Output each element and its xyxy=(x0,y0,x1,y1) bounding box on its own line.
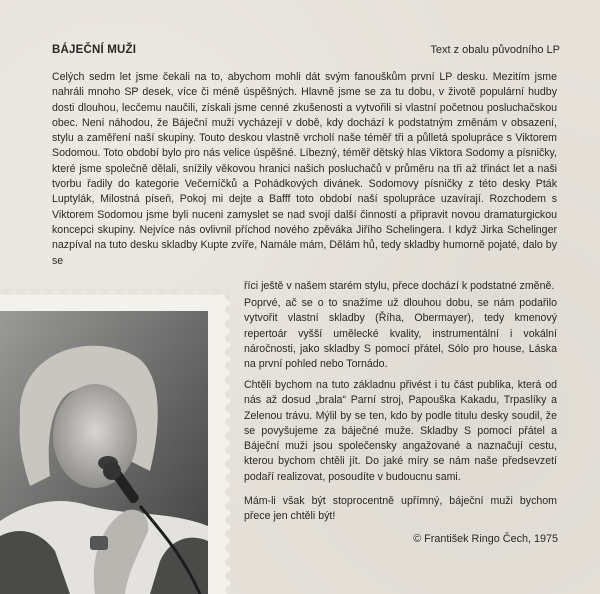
paragraph-2-block xyxy=(244,296,557,372)
paragraph-main-tail: říci ještě v našem starém stylu, přece dochází k podstatné změně. xyxy=(244,280,555,292)
paragraph-4-block xyxy=(244,494,557,525)
paragraph-2: Poprvé, ač se o to snažíme už dlouhou dobu, se nám podařilo vytvořit vlastní skladby (Říha, Obermayer), tedy kmenový repertoár vyšší umělecké kvality, instrumentální i vokální náročnosti, jako skladby S pomocí přátel, Sólo pro house, Láska na první pohled nebo Tornádo. xyxy=(244,297,557,371)
paragraph-4: Mám-li však být stoprocentně upřímný, báječní muži bychom přece jen chtěli být! xyxy=(244,495,557,523)
singer-photo xyxy=(0,311,208,594)
stamp-perforation-top xyxy=(0,289,230,301)
singer-photo-illustration xyxy=(0,311,208,594)
paragraph-main-tail-block xyxy=(244,279,557,294)
postage-stamp-frame xyxy=(0,289,230,594)
paragraph-main-text: Celých sedm let jsme čekali na to, abychom mohli dát svým fanouškům první LP desku. Mezitím jsme nahráli mnoho SP desek, více či méně úspěšných. Hlavně jsme se za tu dobu, v životě populární hudby dosti dlouhou, lecčemu naučili, získali jsme cenné zkušenosti a vytvořili si vlastní početnou posluchačskou obec. Není náhodou, že Báječní muži vycházejí v době, kdy dochází k podstatným změnám v obsazení, stylu a zaměření naší skupiny. Touto deskou vlastně vrcholí naše téměř tři a půlletá spolupráce s Viktorem Sodomou. Toto období bylo pro nás velice úspěšné. Líbezný, téměř dětský hlas Viktora Sodomy a písničky, které jsme společně dělali, snížily věkovou hranici našich posluchačů v průměru na tři až třináct let a naši tvorbu řadily do kategorie Večerníčků a Pohádkových divánek. Sodomovy písničky z této desky Pták Luptylák, Milostná píseň, Pokoj mi dejte a Bafff toto období naší spolupráce uzavírají. Rozchodem s Viktorem Sodomou jsme byli nuceni zamyslet se nad svojí další činností a připravit novou dramaturgickou koncepci skupiny. Nejvíce nás ovlivnil příchod nového zpěváka Jiřího Schelingera. I když Jirka Schelinger nazpíval na tuto desku skladby Kupte zvíře, Namále mám, Dělám hů, tedy skladby humorně pojaté, dalo by se xyxy=(52,71,557,267)
section-heading: BÁJEČNÍ MUŽI xyxy=(52,44,137,56)
paragraph-3-block xyxy=(244,378,557,485)
stamp-perforation-right xyxy=(218,289,230,594)
copyright-credit: © František Ringo Čech, 1975 xyxy=(413,533,558,545)
source-note: Text z obalu původního LP xyxy=(430,44,560,56)
main-paragraph xyxy=(52,70,557,269)
paragraph-3: Chtěli bychom na tuto základnu přivést i tu část publika, která od nás až dosud „brala“ Parní stroj, Papouška Kakadu, Trpaslíky a Zelenou trávu. Mýlil by se ten, kdo by podle titulu desky soudil, že se povyšujeme za báječné muže. Skladby S pomocí přátel a Báječní muži jsou společensky angažované a naznačují cestu, kterou bychom chtěli jít. Do jaké míry se nám naše předsevzetí podaří realizovat, posoudíte v budoucnu sami. xyxy=(244,379,557,483)
